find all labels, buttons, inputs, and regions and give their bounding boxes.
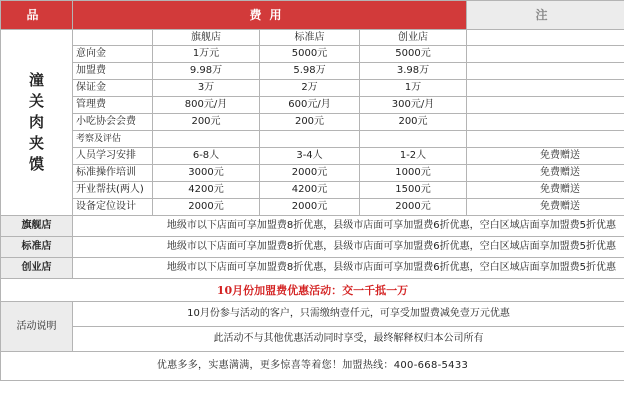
store-type-row xyxy=(1,30,624,46)
service-standard: 2000元 xyxy=(260,199,360,216)
tier-discount-text: 地级市以下店面可享加盟费8折优惠，县级市店面可享加盟费6折优惠，空白区域店面享加盟费5折优惠 xyxy=(73,258,624,279)
fee-item-label: 意向金 xyxy=(73,46,153,63)
header-product-label: 品 xyxy=(1,1,73,30)
service-item-label: 开业帮扶(两人) xyxy=(73,182,153,199)
store-type-note-blank xyxy=(467,30,624,46)
service-item-label: 人员学习安排 xyxy=(73,148,153,165)
header-fee-label: 费用 xyxy=(73,1,467,30)
tier-discount-text: 地级市以下店面可享加盟费8折优惠，县级市店面可享加盟费6折优惠，空白区域店面享加盟费5折优惠 xyxy=(73,216,624,237)
activity-line-1: 10月份参与活动的客户，只需缴纳壹仟元，可享受加盟费减免壹万元优惠 xyxy=(73,302,624,327)
service-standard: 2000元 xyxy=(260,165,360,182)
fee-note xyxy=(467,97,624,114)
product-char: 关 xyxy=(28,92,44,110)
tier-label: 创业店 xyxy=(1,258,73,279)
service-note: 免费赠送 xyxy=(467,199,624,216)
product-char: 馍 xyxy=(28,155,44,173)
table-row xyxy=(1,114,624,131)
table-row xyxy=(1,63,624,80)
service-startup: 1-2人 xyxy=(360,148,467,165)
fee-startup: 1万 xyxy=(360,80,467,97)
table-row xyxy=(1,199,624,216)
store-type-flagship: 旗舰店 xyxy=(153,30,260,46)
fee-startup: 200元 xyxy=(360,114,467,131)
service-item-label: 标准操作培训 xyxy=(73,165,153,182)
service-standard: 4200元 xyxy=(260,182,360,199)
service-startup: 2000元 xyxy=(360,199,467,216)
service-startup: 1500元 xyxy=(360,182,467,199)
product-char: 肉 xyxy=(28,113,44,131)
fee-startup: 300元/月 xyxy=(360,97,467,114)
product-name-cell xyxy=(1,30,73,216)
fee-note xyxy=(467,46,624,63)
fee-item-label: 保证金 xyxy=(73,80,153,97)
promo-title: 10月份加盟费优惠活动：交一千抵一万 xyxy=(1,279,624,302)
table-row xyxy=(1,182,624,199)
fee-flagship: 9.98万 xyxy=(153,63,260,80)
table-row xyxy=(1,165,624,182)
fee-standard: 5.98万 xyxy=(260,63,360,80)
activity-row xyxy=(1,327,624,352)
fee-flagship: 800元/月 xyxy=(153,97,260,114)
tier-discount-text: 地级市以下店面可享加盟费8折优惠，县级市店面可享加盟费6折优惠，空白区域店面享加盟费5折优惠 xyxy=(73,237,624,258)
store-type-startup: 创业店 xyxy=(360,30,467,46)
tier-row xyxy=(1,237,624,258)
hotline-row xyxy=(1,352,624,381)
table-row xyxy=(1,46,624,63)
table-row xyxy=(1,148,624,165)
fee-standard: 2万 xyxy=(260,80,360,97)
service-note: 免费赠送 xyxy=(467,182,624,199)
store-type-standard: 标准店 xyxy=(260,30,360,46)
service-standard: 3-4人 xyxy=(260,148,360,165)
fee-item-label: 管理费 xyxy=(73,97,153,114)
fee-startup: 3.98万 xyxy=(360,63,467,80)
activity-line-2: 此活动不与其他优惠活动同时享受，最终解释权归本公司所有 xyxy=(73,327,624,352)
fee-standard: 200元 xyxy=(260,114,360,131)
fee-flagship: 1万元 xyxy=(153,46,260,63)
fee-note xyxy=(467,80,624,97)
table-row xyxy=(1,80,624,97)
activity-row xyxy=(1,302,624,327)
fee-standard: 600元/月 xyxy=(260,97,360,114)
promo-row xyxy=(1,279,624,302)
fee-startup: 5000元 xyxy=(360,46,467,63)
service-flagship: 3000元 xyxy=(153,165,260,182)
tier-row xyxy=(1,258,624,279)
product-char: 夹 xyxy=(28,134,44,152)
table-row xyxy=(1,97,624,114)
tier-label: 旗舰店 xyxy=(1,216,73,237)
service-flagship: 2000元 xyxy=(153,199,260,216)
activity-label: 活动说明 xyxy=(1,302,73,352)
service-note: 免费赠送 xyxy=(467,165,624,182)
service-flagship: 6-8人 xyxy=(153,148,260,165)
product-char: 潼 xyxy=(28,71,44,89)
tier-label: 标准店 xyxy=(1,237,73,258)
fee-note xyxy=(467,114,624,131)
header-note-label: 注 xyxy=(467,1,624,30)
service-item-label: 设备定位设计 xyxy=(73,199,153,216)
inspection-row xyxy=(1,131,624,148)
inspection-label: 考察及评估 xyxy=(73,131,153,148)
fee-flagship: 3万 xyxy=(153,80,260,97)
hotline-text: 优惠多多，实惠满满，更多惊喜等着您！加盟热线：400-668-5433 xyxy=(1,352,624,381)
fee-note xyxy=(467,63,624,80)
fee-item-label: 小吃协会会费 xyxy=(73,114,153,131)
service-flagship: 4200元 xyxy=(153,182,260,199)
fee-flagship: 200元 xyxy=(153,114,260,131)
tier-row xyxy=(1,216,624,237)
fee-item-label: 加盟费 xyxy=(73,63,153,80)
header-row xyxy=(1,1,624,30)
service-startup: 1000元 xyxy=(360,165,467,182)
service-note: 免费赠送 xyxy=(467,148,624,165)
fee-standard: 5000元 xyxy=(260,46,360,63)
store-type-blank xyxy=(73,30,153,46)
